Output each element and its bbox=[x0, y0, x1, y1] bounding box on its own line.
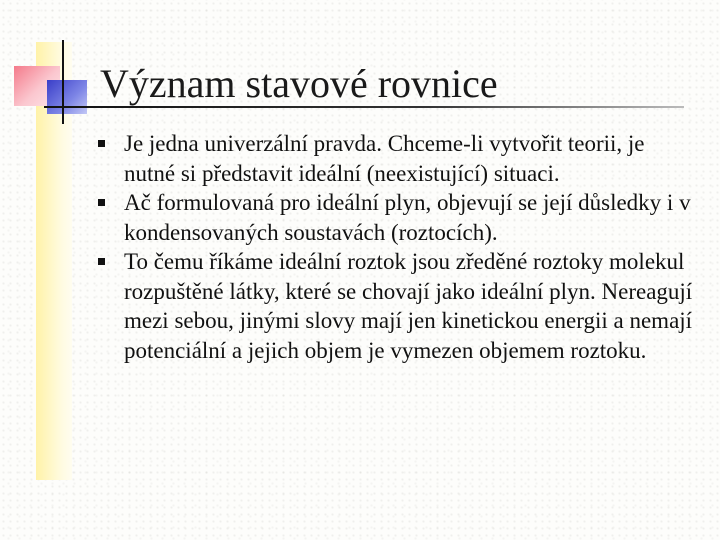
bullet-item bbox=[96, 129, 696, 188]
square-bullet-icon bbox=[98, 140, 105, 147]
decor-vertical-line bbox=[62, 40, 64, 124]
bullet-list bbox=[96, 129, 696, 365]
bullet-text: To čemu říkáme ideální roztok jsou zředěné roztoky molekul rozpuštěné látky, které se chovají jako ideální plyn. Nereagují mezi sebou, jinými slovy mají jen kinetickou energii a nemají potenciální a jejich objem je vymezen objemem roztoku. bbox=[124, 249, 693, 363]
bullet-item bbox=[96, 247, 696, 365]
bullet-text: Ač formulovaná pro ideální plyn, objevují se její důsledky i v kondensovaných soustavách (roztocích). bbox=[124, 190, 691, 245]
square-bullet-icon bbox=[98, 199, 105, 206]
decor-blue-square bbox=[47, 80, 87, 114]
bullet-text: Je jedna univerzální pravda. Chceme-li vytvořit teorii, je nutné si představit ideální (neexistující) situaci. bbox=[124, 131, 645, 186]
slide-title: Význam stavové rovnice bbox=[100, 61, 498, 106]
bullet-item bbox=[96, 188, 696, 247]
square-bullet-icon bbox=[98, 258, 105, 265]
